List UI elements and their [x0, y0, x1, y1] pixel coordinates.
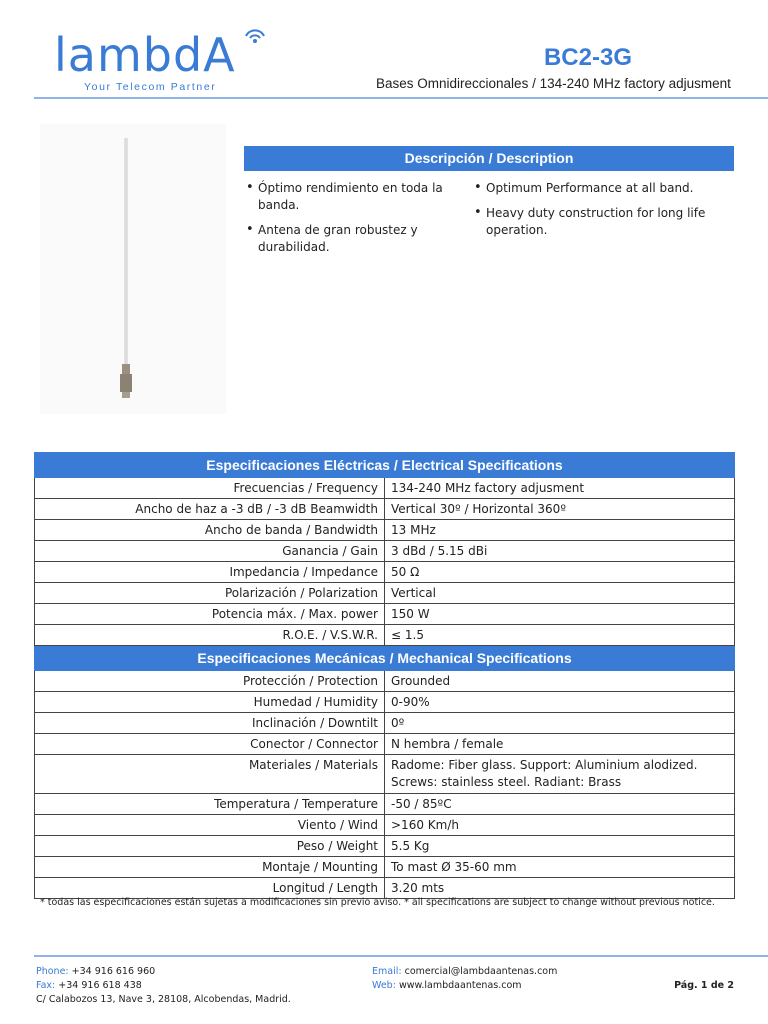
spec-label: R.O.E. / V.S.W.R.	[35, 625, 385, 646]
spec-value: Grounded	[385, 671, 735, 692]
table-row	[35, 713, 735, 734]
footer-phone	[36, 966, 155, 977]
page-number: Pág. 1 de 2	[674, 980, 734, 991]
table-row	[35, 625, 735, 646]
table-row	[35, 604, 735, 625]
spec-label: Ancho de banda / Bandwidth	[35, 520, 385, 541]
email-link[interactable]: comercial@lambdaantenas.com	[404, 966, 558, 977]
table-row	[35, 478, 735, 499]
description-item: • Heavy duty construction for long life operation.	[474, 205, 728, 239]
electrical-heading: Especificaciones Eléctricas / Electrical Specifications	[35, 453, 735, 478]
spec-value-line: Screws: stainless steel. Radiant: Brass	[391, 775, 622, 789]
table-row	[35, 734, 735, 755]
spec-label: Frecuencias / Frequency	[35, 478, 385, 499]
table-row	[35, 583, 735, 604]
table-row	[35, 815, 735, 836]
fax-label: Fax:	[36, 980, 56, 991]
table-row	[35, 836, 735, 857]
spec-value: 0º	[385, 713, 735, 734]
antenna-illustration	[40, 124, 226, 414]
spec-label: Longitud / Length	[35, 878, 385, 899]
mechanical-heading: Especificaciones Mecánicas / Mechanical Specifications	[35, 646, 735, 671]
table-row	[35, 541, 735, 562]
logo-wordmark: lambdA	[54, 28, 236, 82]
footer-divider	[34, 955, 768, 957]
description-item: • Antena de gran robustez y durabilidad.	[246, 222, 456, 256]
logo-tagline: Your Telecom Partner	[84, 81, 217, 93]
spec-value: 50 Ω	[385, 562, 735, 583]
email-label: Email:	[372, 966, 402, 977]
spec-value: -50 / 85ºC	[385, 794, 735, 815]
spec-label: Materiales / Materials	[35, 755, 385, 794]
footer-web	[372, 980, 522, 991]
spec-value: N hembra / female	[385, 734, 735, 755]
spec-label: Ancho de haz a -3 dB / -3 dB Beamwidth	[35, 499, 385, 520]
product-title: BC2-3G	[543, 44, 632, 71]
spec-value: Vertical	[385, 583, 735, 604]
spec-value: 150 W	[385, 604, 735, 625]
spec-label: Conector / Connector	[35, 734, 385, 755]
spec-label: Viento / Wind	[35, 815, 385, 836]
description-item: • Optimum Performance at all band.	[474, 180, 728, 197]
spec-label: Protección / Protection	[35, 671, 385, 692]
spec-value: Vertical 30º / Horizontal 360º	[385, 499, 735, 520]
spec-value: To mast Ø 35-60 mm	[385, 857, 735, 878]
spec-label: Polarización / Polarization	[35, 583, 385, 604]
web-link[interactable]: www.lambdaantenas.com	[398, 980, 522, 991]
footer-email	[372, 966, 557, 977]
spec-value: 134-240 MHz factory adjusment	[385, 478, 735, 499]
spec-label: Montaje / Mounting	[35, 857, 385, 878]
table-row	[35, 857, 735, 878]
web-label: Web:	[372, 980, 396, 991]
spec-label: Ganancia / Gain	[35, 541, 385, 562]
spec-value: >160 Km/h	[385, 815, 735, 836]
table-row	[35, 499, 735, 520]
product-subtitle: Bases Omnidireccionales / 134-240 MHz factory adjusment	[376, 76, 731, 91]
description-english	[474, 180, 728, 247]
spec-value: ≤ 1.5	[385, 625, 735, 646]
description-heading: Descripción / Description	[244, 146, 734, 171]
table-row	[35, 520, 735, 541]
signal-wave-icon	[240, 22, 270, 44]
table-row	[35, 878, 735, 899]
spec-value: 13 MHz	[385, 520, 735, 541]
phone-label: Phone:	[36, 966, 69, 977]
disclaimer-note: * todas las especificaciones están sujetas a modificaciones sin previo aviso. * all specifications are subject to change without previous notice.	[40, 897, 715, 908]
company-logo	[54, 22, 274, 94]
spec-value: 3 dBd / 5.15 dBi	[385, 541, 735, 562]
footer-fax	[36, 980, 142, 991]
description-spanish	[246, 180, 456, 264]
table-row	[35, 671, 735, 692]
spec-label: Temperatura / Temperature	[35, 794, 385, 815]
spec-value	[385, 755, 735, 794]
description-item: • Óptimo rendimiento en toda la banda.	[246, 180, 456, 214]
footer-address: C/ Calabozos 13, Nave 3, 28108, Alcobendas, Madrid.	[36, 994, 291, 1005]
spec-value-line: Radome: Fiber glass. Support: Aluminium alodized.	[391, 758, 698, 772]
fax-number: +34 916 618 438	[58, 980, 142, 991]
table-row	[35, 794, 735, 815]
spec-label: Peso / Weight	[35, 836, 385, 857]
spec-value: 0-90%	[385, 692, 735, 713]
header-divider	[34, 97, 768, 99]
spec-label: Inclinación / Downtilt	[35, 713, 385, 734]
antenna-image	[40, 124, 226, 414]
spec-label: Impedancia / Impedance	[35, 562, 385, 583]
spec-value: 3.20 mts	[385, 878, 735, 899]
spec-label: Humedad / Humidity	[35, 692, 385, 713]
spec-value: 5.5 Kg	[385, 836, 735, 857]
table-row	[35, 755, 735, 794]
specifications-table	[34, 452, 735, 899]
table-row	[35, 692, 735, 713]
spec-label: Potencia máx. / Max. power	[35, 604, 385, 625]
table-row	[35, 562, 735, 583]
phone-number: +34 916 616 960	[71, 966, 156, 977]
